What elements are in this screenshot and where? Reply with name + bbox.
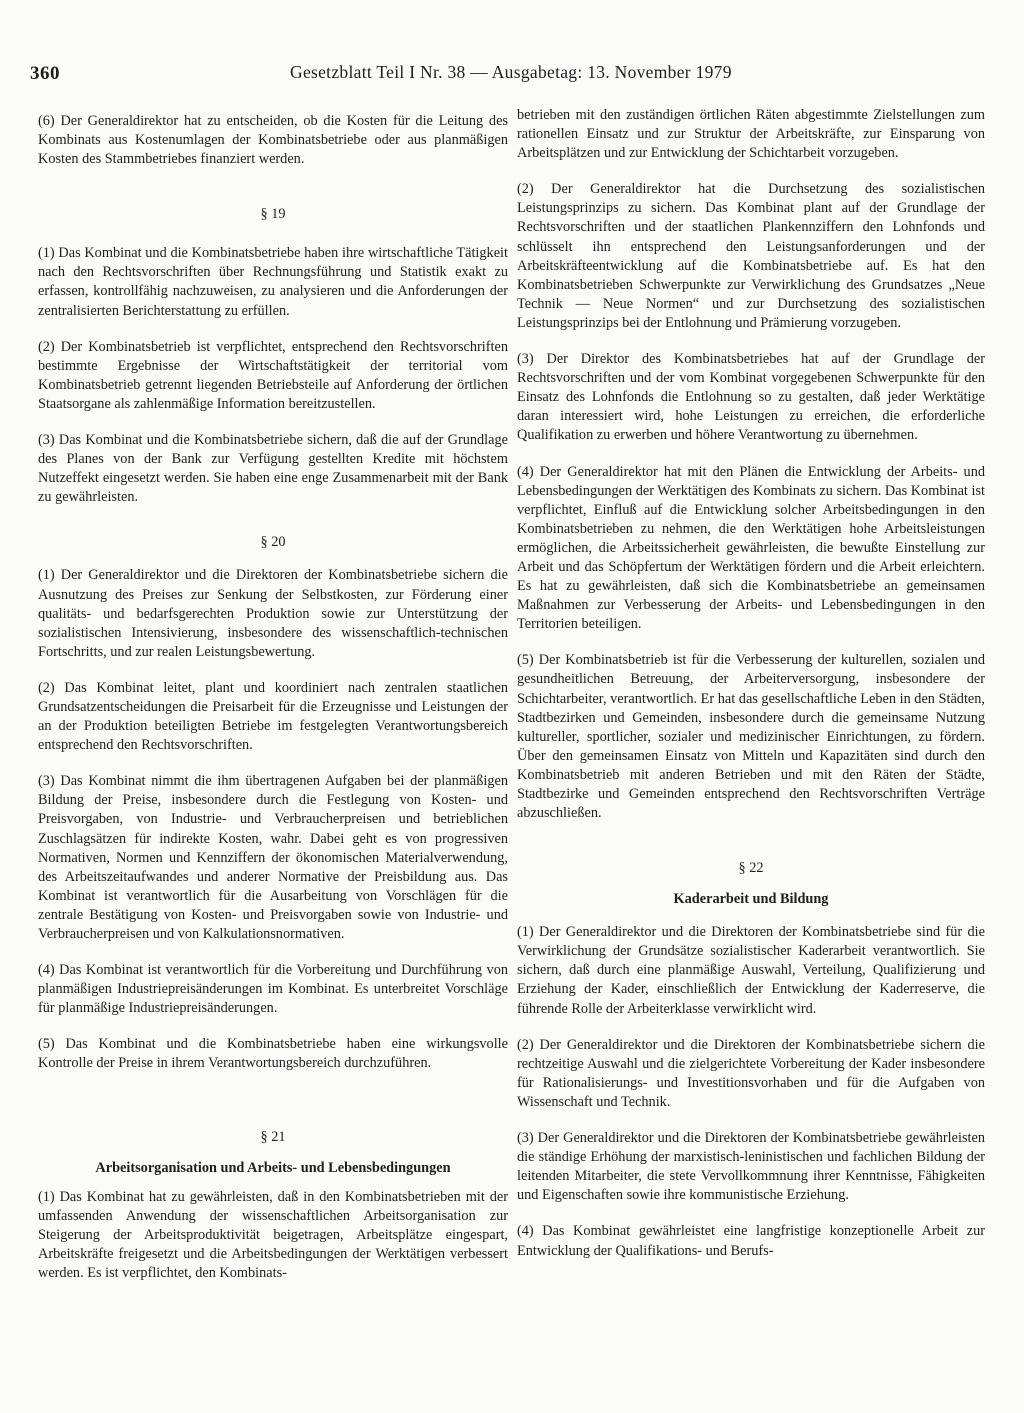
section-title-22: Kaderarbeit und Bildung: [673, 891, 829, 908]
paragraph-20-2: (2) Das Kombinat leitet, plant und koordiniert nach zentralen staatlichen Grundsatzentscheidungen die Preisarbeit für die Erzeugnisse und Leistungen der an der Produktion beteiligten Betriebe im festgelegten Verantwortungsbereich entsprechend den Rechtsvorschriften.: [38, 679, 508, 754]
paragraph-21-1-continued: betrieben mit den zuständigen örtlichen Räten abgestimmte Zielstellungen zum rationellen Einsatz und zur Struktur der Arbeitskräfte, zur Einsparung von Arbeitsplätzen und zur Entwicklung der Schichtarbeit vorzugeben.: [517, 107, 985, 162]
running-header: Gesetzblatt Teil I Nr. 38 — Ausgabetag: 13. November 1979: [290, 62, 732, 82]
paragraph-21-2: (2) Der Generaldirektor hat die Durchsetzung des sozialistischen Leistungsprinzips zu sichern. Das Kombinat plant auf der Grundlage der Rechtsvorschriften und der staatlichen Plankennziffern den Lohnfonds und schlüsselt ihn entsprechend den Leistungsanforderungen und der Arbeitskräfteentwicklung auf die Kombinatsbetriebe auf. Es hat den Kombinatsbetrieben Schwerpunkte zur Verwirklichung des Grundsatzes „Neue Technik — Neue Normen“ und zur Durchsetzung des sozialistischen Leistungsprinzips bei der Entlohnung und Prämierung vorzugeben.: [517, 181, 985, 331]
paragraph-19-1: (1) Das Kombinat und die Kombinatsbetriebe haben ihre wirtschaftliche Tätigkeit nach den Rechtsvorschriften über Rechnungsführung und Statistik exakt zu erfassen, kontrollfähig nachzuweisen, zu analysieren und die Anforderungen der zentralisierten Berichterstattung zu erfüllen.: [38, 245, 508, 319]
paragraph-22-2: (2) Der Generaldirektor und die Direktoren der Kombinatsbetriebe sichern die rechtzeitige Auswahl und die zielgerichtete Vorbereitung der Kader insbesondere für Rationalisierungs- und Investitionsvorhaben und für die Aufgaben von Wissenschaft und Technik.: [517, 1036, 985, 1110]
page-number: 360: [30, 63, 60, 84]
right-column: [517, 106, 985, 1261]
left-column: [38, 106, 508, 1283]
paragraph-20-3: (3) Das Kombinat nimmt die ihm übertragenen Aufgaben bei der planmäßigen Bildung der Preise, insbesondere durch die Festlegung von Kosten- und Preisvorgaben, von Industrie- und Verbraucherpreisen und betrieblichen Zuschlagsätzen für indirekte Kosten, wahr. Dabei geht es von progressiven Normativen, Normen und Kennziffern der ökonomischen Materialverwendung, des Arbeitszeitaufwandes und anderer Normative der Preisbildung aus. Das Kombinat ist verantwortlich für die Ausarbeitung von Vorschlägen für die zentrale Bestätigung von Kosten- und Preisvorgaben sowie von Industrie- und Verbraucherpreisen und von Kalkulationsnormativen.: [38, 773, 508, 942]
paragraph-22-3: (3) Der Generaldirektor und die Direktoren der Kombinatsbetriebe gewährleisten die ständige Erhöhung der marxistisch-leninistischen und fachlichen Bildung der leitenden Mitarbeiter, die stete Vervollkommnung ihrer Kenntnisse, Fähigkeiten und Eigenschaften sowie ihre kommunistische Erziehung.: [517, 1130, 985, 1204]
paragraph-21-4: (4) Der Generaldirektor hat mit den Plänen die Entwicklung der Arbeits- und Lebensbedingungen der Werktätigen des Kombinats zu sichern. Das Kombinat ist verpflichtet, Einfluß auf die Entwicklung solcher Arbeitsbedingungen in den Kombinatsbetrieben zu nehmen, die den Werktätigen hohe Arbeitsleistungen ermöglichen, die Arbeitssicherheit gewährleisten, die bewußte Einstellung zur Arbeit und das Schöpfertum der Werktätigen fördern und die Arbeit erleichtern. Es hat zu gewährleisten, daß sich die Kombinatsbetriebe an gemeinsamen Maßnahmen zur Verbesserung der Arbeits- und Lebensbedingungen in den Territorien beteiligen.: [517, 463, 985, 633]
section-heading-19: § 19: [260, 206, 286, 223]
section-heading-21: § 21: [260, 1128, 286, 1145]
paragraph-18-6: (6) Der Generaldirektor hat zu entscheiden, ob die Kosten für die Leitung des Kombinats aus Kostenumlagen der Kombinatsbetriebe oder aus planmäßigen Kosten des Stammbetriebes finanziert werden.: [38, 113, 508, 168]
paragraph-19-2: (2) Der Kombinatsbetrieb ist verpflichtet, entsprechend den Rechtsvorschriften bestimmte Ergebnisse der Wirtschaftstätigkeit der territorial vom Kombinatsbetrieb getrennt liegenden Betriebsteile auf Anforderung der örtlichen Staatsorgane als zahlenmäßige Information bereitzustellen.: [38, 338, 508, 412]
paragraph-21-3: (3) Der Direktor des Kombinatsbetriebes hat auf der Grundlage der Rechtsvorschriften und der vom Kombinat vorgegebenen Schwerpunkte für den Einsatz des Lohnfonds die Entlohnung so zu gestalten, daß jeder Werktätige daran interessiert wird, hohe Leistungen zu erreichen, die erforderliche Qualifikation zu erwerben und höhere Verantwortung zu übernehmen.: [517, 351, 985, 444]
paragraph-20-5: (5) Das Kombinat und die Kombinatsbetriebe haben eine wirkungsvolle Kontrolle der Preise in ihrem Verantwortungsbereich durchzuführen.: [38, 1036, 508, 1072]
section-title-21: Arbeitsorganisation und Arbeits- und Lebensbedingungen: [95, 1159, 451, 1176]
paragraph-21-5: (5) Der Kombinatsbetrieb ist für die Verbesserung der kulturellen, sozialen und gesundheitlichen Betreuung, der Arbeiterversorgung, insbesondere der Schichtarbeiter, verantwortlich. Er hat das gesellschaftliche Leben in den Städten, Stadtbezirken und Gemeinden, insbesondere durch die gemeinsame Nutzung kultureller, sportlicher, sozialer und medizinischer Einrichtungen, zu fördern. Über den gemeinsamen Einsatz von Mitteln und Kapazitäten sind durch den Kombinatsbetrieb mit anderen Betrieben und mit den Räten der Städte, Stadtbezirke und Gemeinden entsprechend den Rechtsvorschriften Verträge abzuschließen.: [517, 652, 985, 822]
paragraph-21-1: (1) Das Kombinat hat zu gewährleisten, daß in den Kombinatsbetrieben mit der umfassenden Anwendung der wissenschaftlichen Arbeitsorganisation zur Steigerung der Arbeitsproduktivität beigetragen, Arbeitsplätze eingespart, Arbeitskräfte freigesetzt und die Arbeitsbedingungen der Werktätigen verbessert werden. Es ist verpflichtet, den Kombinats-: [38, 1188, 508, 1281]
paragraph-19-3: (3) Das Kombinat und die Kombinatsbetriebe sichern, daß die auf der Grundlage des Planes von der Bank zur Verfügung gestellten Kredite mit höchstem Nutzeffekt eingesetzt werden. Sie haben eine enge Zusammenarbeit mit der Bank zu gewährleisten.: [38, 432, 508, 506]
paragraph-22-1: (1) Der Generaldirektor und die Direktoren der Kombinatsbetriebe sind für die Verwirklichung der Grundsätze sozialistischer Kaderarbeit verantwortlich. Sie sichern, daß durch eine planmäßige Auswahl, Verteilung, Qualifizierung und Erziehung der Kader, einschließlich der Entwicklung der Kaderreserve, die führende Rolle der Arbeiterklasse verwirklicht wird.: [517, 924, 985, 1017]
section-heading-20: § 20: [260, 534, 286, 551]
paragraph-20-1: (1) Der Generaldirektor und die Direktoren der Kombinatsbetriebe sichern die Ausnutzung des Preises zur Senkung der Selbstkosten, zur Förderung einer qualitäts- und bedarfsgerechten Produktion sowie zur Unterstützung der sozialistischen Intensivierung, insbesondere des wissenschaftlich-technischen Fortschritts, und zur realen Leistungsbewertung.: [38, 567, 508, 660]
section-heading-22: § 22: [738, 860, 764, 877]
paragraph-22-4: (4) Das Kombinat gewährleistet eine langfristige konzeptionelle Arbeit zur Entwicklung der Qualifikations- und Berufs-: [517, 1223, 985, 1259]
paragraph-20-4: (4) Das Kombinat ist verantwortlich für die Vorbereitung und Durchführung von planmäßigen Industriepreisänderungen im Kombinat. Es unterbreitet Vorschläge für planmäßige Industriepreisänderungen.: [38, 962, 508, 1017]
